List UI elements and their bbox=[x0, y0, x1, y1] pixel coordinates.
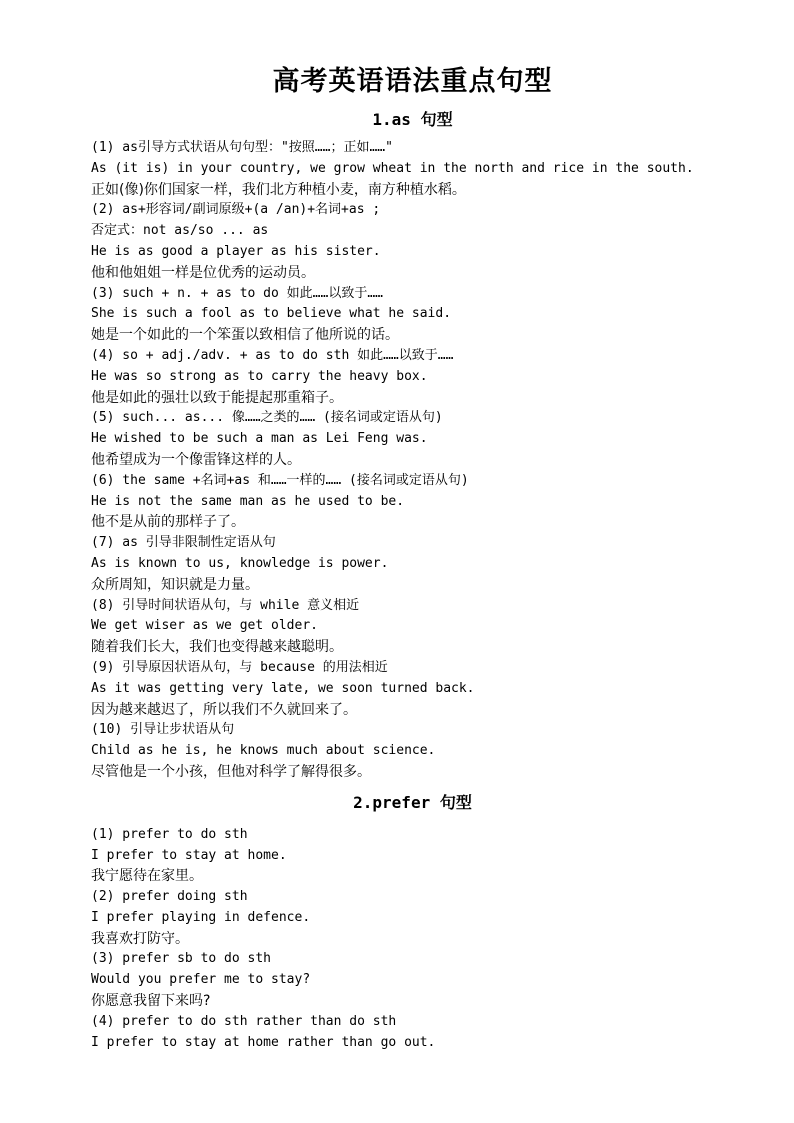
text-line: (9) 引导原因状语从句，与 because 的用法相近 bbox=[91, 659, 388, 675]
text-line: (3) prefer sb to do sth bbox=[91, 951, 272, 967]
translation-line: 他和他姐姐一样是位优秀的运动员。 bbox=[91, 264, 315, 281]
translation-line: 他希望成为一个像雷锋这样的人。 bbox=[91, 451, 301, 468]
text-line: 否定式：not as/so ... as bbox=[91, 223, 269, 239]
translation-line: 随着我们长大，我们也变得越来越聪明。 bbox=[91, 639, 343, 656]
text-line: He wished to be such a man as Lei Feng was. bbox=[91, 431, 428, 447]
text-line: (2) prefer doing sth bbox=[91, 889, 248, 905]
translation-line: 你愿意我留下来吗? bbox=[91, 993, 211, 1010]
translation-line: 众所周知，知识就是力量。 bbox=[91, 576, 259, 593]
translation-line: 正如(像)你们国家一样，我们北方种植小麦，南方种植水稻。 bbox=[91, 181, 466, 198]
document-body bbox=[91, 108, 734, 1053]
text-line: (5) such... as... 像……之类的…… (接名词或定语从句) bbox=[91, 410, 443, 426]
text-line: (7) as 引导非限制性定语从句 bbox=[91, 535, 276, 551]
text-line: (2) as+形容词/副词原级+(a /an)+名词+as ; bbox=[91, 202, 381, 218]
text-line: As it was getting very late, we soon turned back. bbox=[91, 680, 475, 696]
text-line: As (it is) in your country, we grow wheat in the north and rice in the south. bbox=[91, 160, 694, 176]
text-line: He is not the same man as he used to be. bbox=[91, 493, 405, 509]
document-title: 高考英语语法重点句型 bbox=[272, 66, 553, 97]
text-line: (8) 引导时间状语从句，与 while 意义相近 bbox=[91, 597, 360, 613]
translation-line: 我喜欢打防守。 bbox=[91, 930, 189, 947]
translation-line: 他是如此的强壮以致于能提起那重箱子。 bbox=[91, 389, 343, 406]
text-line: (4) prefer to do sth rather than do sth bbox=[91, 1013, 397, 1029]
text-line: I prefer to stay at home rather than go out. bbox=[91, 1034, 436, 1050]
translation-line: 尽管他是一个小孩，但他对科学了解得很多。 bbox=[91, 763, 371, 780]
section-heading: 1.as 句型 bbox=[372, 110, 453, 129]
text-line: Would you prefer me to stay? bbox=[91, 972, 311, 988]
text-line: (1) as引导方式状语从句句型："按照……；正如……" bbox=[91, 140, 393, 155]
text-line: He was so strong as to carry the heavy box. bbox=[91, 368, 428, 384]
translation-line: 我宁愿待在家里。 bbox=[91, 868, 203, 885]
text-line: Child as he is, he knows much about science. bbox=[91, 743, 436, 759]
translation-line: 他不是从前的那样子了。 bbox=[91, 514, 245, 531]
section-heading: 2.prefer 句型 bbox=[353, 792, 472, 812]
translation-line: 因为越来越迟了，所以我们不久就回来了。 bbox=[91, 701, 357, 718]
text-line: (6) the same +名词+as 和……一样的…… (接名词或定语从句) bbox=[91, 472, 469, 488]
text-line: I prefer playing in defence. bbox=[91, 909, 311, 925]
text-line: We get wiser as we get older. bbox=[91, 618, 318, 634]
text-line: He is as good a player as his sister. bbox=[91, 243, 381, 259]
text-line: I prefer to stay at home. bbox=[91, 847, 287, 863]
text-line: She is such a fool as to believe what he said. bbox=[91, 306, 452, 322]
translation-line: 她是一个如此的一个笨蛋以致相信了他所说的话。 bbox=[91, 327, 399, 344]
text-line: (1) prefer to do sth bbox=[91, 826, 248, 842]
text-line: (10) 引导让步状语从句 bbox=[91, 722, 235, 738]
text-line: (3) such + n. + as to do 如此……以致于…… bbox=[91, 285, 383, 301]
text-line: (4) so + adj./adv. + as to do sth 如此……以致于…… bbox=[91, 347, 454, 363]
text-line: As is known to us, knowledge is power. bbox=[91, 555, 389, 571]
